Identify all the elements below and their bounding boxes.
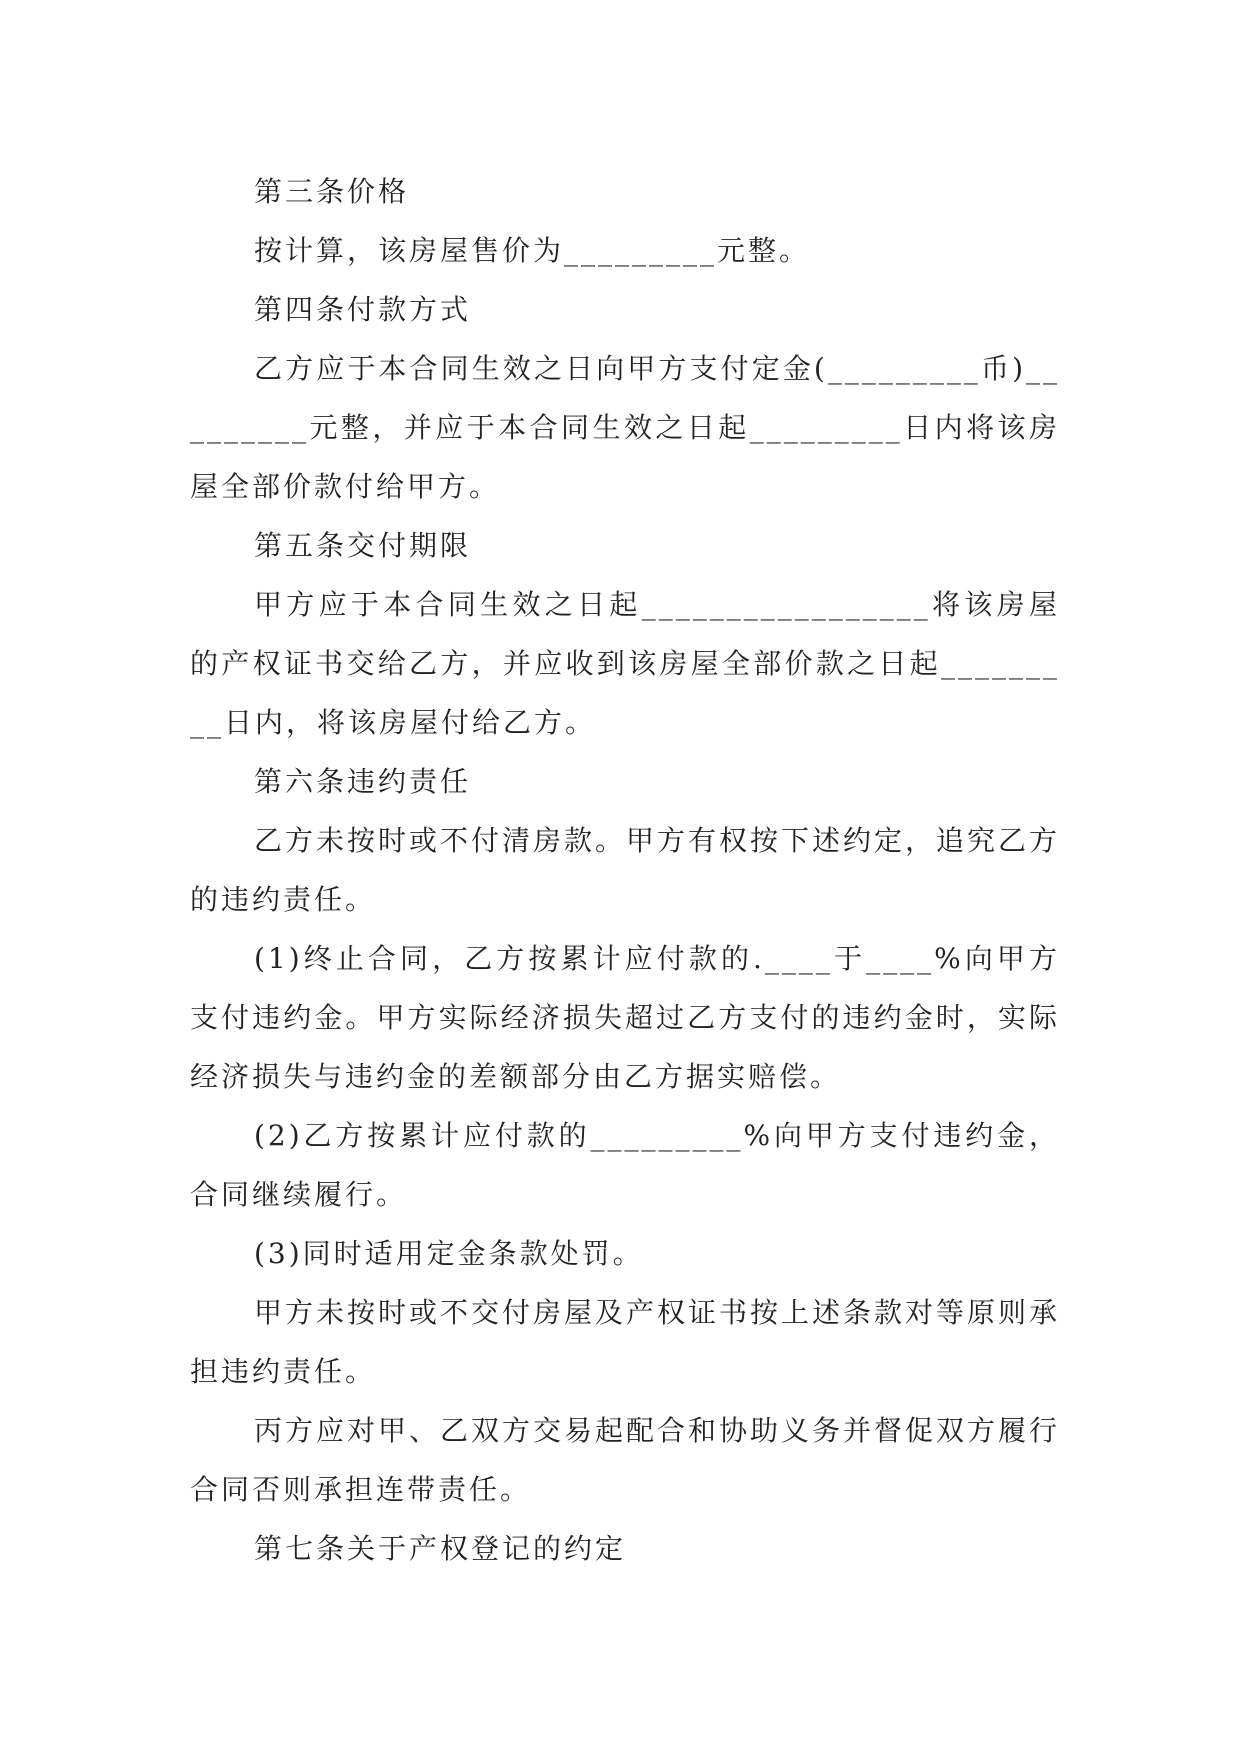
paragraph-breach-item-3: (3)同时适用定金条款处罚。 <box>254 1237 644 1270</box>
paragraph-breach-item-2: (2)乙方按累计应付款的_________%向甲方支付违约金，合同继续履行。 <box>190 1119 1060 1211</box>
paragraph-breach-item-1: (1)终止合同，乙方按累计应付款的.____于____%向甲方支付违约金。甲方实际经济损失超过乙方支付的违约金时，实际经济损失与违约金的差额部分由乙方据实赔偿。 <box>190 942 1060 1093</box>
section-heading-breach: 第六条违约责任 <box>254 765 472 798</box>
document-body <box>190 162 1060 1578</box>
paragraph-payment: 乙方应于本合同生效之日向甲方支付定金(_________币)_________元整，并应于本合同生效之日起_________日内将该房屋全部价款付给甲方。 <box>190 352 1060 503</box>
section-heading-payment: 第四条付款方式 <box>254 293 472 326</box>
section-heading-delivery: 第五条交付期限 <box>254 529 472 562</box>
section-heading-price: 第三条价格 <box>254 175 410 208</box>
paragraph-party-a-liability: 甲方未按时或不交付房屋及产权证书按上述条款对等原则承担违约责任。 <box>190 1296 1061 1388</box>
section-heading-registration: 第七条关于产权登记的约定 <box>254 1532 627 1565</box>
paragraph-party-c-obligation: 丙方应对甲、乙双方交易起配合和协助义务并督促双方履行合同否则承担连带责任。 <box>190 1414 1061 1506</box>
paragraph-delivery: 甲方应于本合同生效之日起_________________将该房屋的产权证书交给乙方，并应收到该房屋全部价款之日起_________日内，将该房屋付给乙方。 <box>190 588 1060 739</box>
paragraph-breach-intro: 乙方未按时或不付清房款。甲方有权按下述约定，追究乙方的违约责任。 <box>190 824 1061 916</box>
paragraph-price: 按计算，该房屋售价为_________元整。 <box>254 234 811 267</box>
